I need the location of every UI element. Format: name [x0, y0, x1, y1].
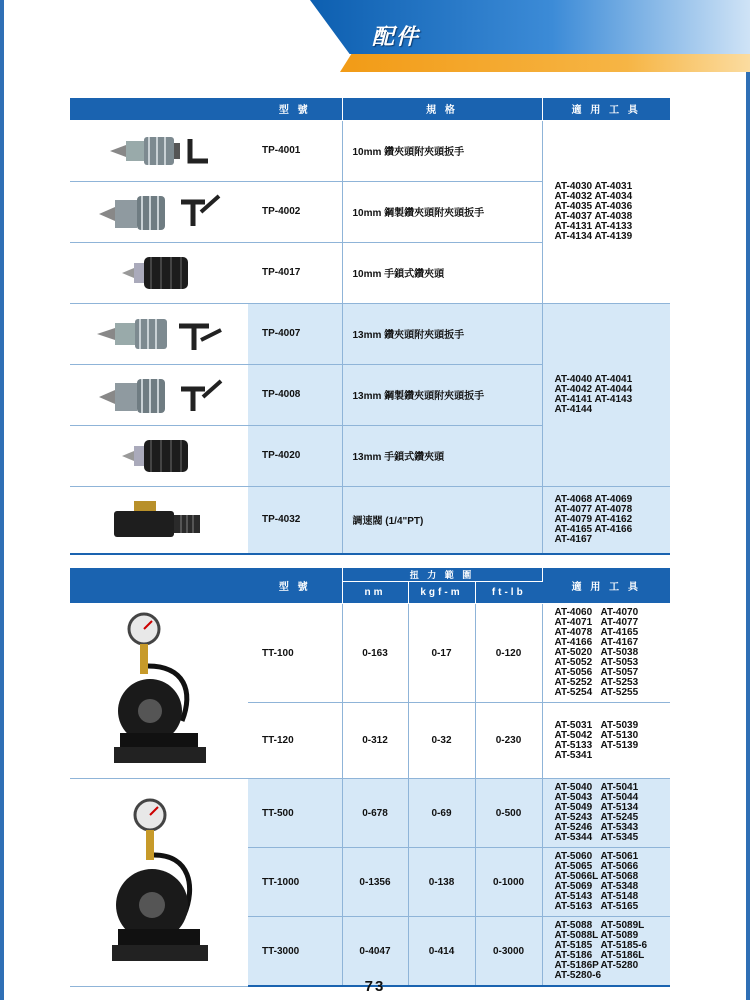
header-model: 型 號	[248, 568, 342, 604]
tool-line: AT-5243 AT-5245	[554, 812, 639, 823]
tool-line: AT-5252 AT-5253	[554, 677, 639, 688]
product-image	[70, 486, 248, 554]
spec-cell: 調速閥 (1/4"PT)	[342, 486, 542, 554]
product-image	[70, 604, 248, 779]
product-image	[70, 242, 248, 303]
table2-header-row	[70, 568, 670, 582]
product-image	[70, 364, 248, 425]
tool-line: AT-5056 AT-5057	[554, 667, 639, 678]
table-row	[70, 486, 670, 554]
tool-line: AT-4144	[554, 403, 593, 415]
model-cell: TP-4020	[248, 425, 342, 486]
model-cell: TP-4007	[248, 303, 342, 364]
tool-group-3	[542, 486, 670, 554]
table-row	[70, 120, 670, 181]
model-cell: TP-4002	[248, 181, 342, 242]
product-image	[70, 303, 248, 364]
ftlb-cell: 0-500	[475, 779, 542, 848]
tool-line: AT-4141 AT-4143	[554, 393, 633, 405]
model-cell: TT-1000	[248, 848, 342, 917]
steel-drill-chuck-with-t-key-icon	[89, 192, 229, 232]
spec-cell: 13mm 鑽夾頭附夾頭扳手	[342, 303, 542, 364]
ftlb-cell: 0-3000	[475, 917, 542, 987]
tool-line: AT-5143 AT-5148	[554, 891, 639, 902]
header-image-cell	[70, 98, 248, 120]
tool-line: AT-4030 AT-4031	[554, 180, 633, 192]
kgfm-cell: 0-138	[408, 848, 475, 917]
tool-line: AT-4068 AT-4069	[554, 493, 633, 505]
header-nm: nm	[342, 582, 408, 604]
torque-tester-table	[70, 568, 670, 987]
ftlb-cell: 0-1000	[475, 848, 542, 917]
tool-line: AT-5344 AT-5345	[554, 832, 639, 843]
model-cell: TT-3000	[248, 917, 342, 987]
tool-line: AT-4134 AT-4139	[554, 230, 633, 242]
tool-line: AT-4167	[554, 533, 593, 545]
product-image	[70, 779, 248, 987]
tool-line: AT-4037 AT-4038	[554, 210, 633, 222]
tool-line: AT-5186P AT-5280	[554, 960, 639, 971]
tool-line: AT-5069 AT-5348	[554, 881, 639, 892]
keyless-chuck-icon	[114, 253, 204, 293]
tool-line: AT-5185 AT-5185-6	[554, 940, 648, 951]
tool-group	[542, 703, 670, 779]
spec-cell: 13mm 鋼製鑽夾頭附夾頭扳手	[342, 364, 542, 425]
tool-line: AT-5043 AT-5044	[554, 792, 639, 803]
tool-line: AT-5088L AT-5089	[554, 930, 639, 941]
tool-line: AT-4131 AT-4133	[554, 220, 633, 232]
tool-line: AT-5133 AT-5139	[554, 739, 639, 751]
tool-line: AT-5246 AT-5343	[554, 822, 639, 833]
tool-line: AT-4079 AT-4162	[554, 513, 633, 525]
drill-chuck-with-l-key-icon	[104, 131, 214, 171]
tool-group	[542, 917, 670, 987]
tool-group	[542, 604, 670, 703]
header-torque-range: 扭 力 範 圍	[342, 568, 542, 582]
tool-line: AT-4040 AT-4041	[554, 373, 633, 385]
tool-line: AT-5040 AT-5041	[554, 782, 639, 793]
page-title: 配件	[372, 25, 421, 50]
tool-line: AT-5020 AT-5038	[554, 647, 639, 658]
tool-line: AT-5088 AT-5089L	[554, 920, 645, 931]
tool-group-1	[542, 120, 670, 303]
tool-line: AT-4077 AT-4078	[554, 503, 633, 515]
page-frame-left	[0, 0, 4, 1000]
header-banner	[300, 0, 750, 72]
tool-line: AT-5031 AT-5039	[554, 719, 639, 731]
tool-line: AT-4035 AT-4036	[554, 200, 633, 212]
tool-line: AT-5066L AT-5068	[554, 871, 639, 882]
spec-cell: 10mm 鑽夾頭附夾頭扳手	[342, 120, 542, 181]
table1-header-row	[70, 98, 670, 120]
ftlb-cell: 0-230	[475, 703, 542, 779]
tool-line: AT-5163 AT-5165	[554, 901, 639, 912]
tool-line: AT-5280-6	[554, 970, 602, 981]
header-kgfm: kgf-m	[408, 582, 475, 604]
header-tools: 適 用 工 具	[542, 568, 670, 604]
product-image	[70, 120, 248, 181]
tool-line: AT-5042 AT-5130	[554, 729, 639, 741]
speed-valve-icon	[104, 497, 214, 543]
tool-line: AT-4166 AT-4167	[554, 637, 639, 648]
header-tools: 適 用 工 具	[542, 98, 670, 120]
model-cell: TP-4001	[248, 120, 342, 181]
tool-line: AT-4078 AT-4165	[554, 627, 639, 638]
torque-tester-icon	[104, 797, 214, 967]
tool-line: AT-5186 AT-5186L	[554, 950, 645, 961]
tool-group	[542, 848, 670, 917]
nm-cell: 0-678	[342, 779, 408, 848]
table-row	[70, 604, 670, 703]
kgfm-cell: 0-69	[408, 779, 475, 848]
tool-line: AT-5065 AT-5066	[554, 861, 639, 872]
page-frame-right	[746, 72, 750, 1000]
header-image-cell	[70, 568, 248, 604]
ftlb-cell: 0-120	[475, 604, 542, 703]
model-cell: TT-500	[248, 779, 342, 848]
spec-cell: 10mm 手鎖式鑽夾頭	[342, 242, 542, 303]
nm-cell: 0-4047	[342, 917, 408, 987]
chuck-accessories-table	[70, 98, 670, 555]
tool-line: AT-4032 AT-4034	[554, 190, 633, 202]
table-row	[70, 779, 670, 848]
spec-cell: 10mm 鋼製鑽夾頭附夾頭扳手	[342, 181, 542, 242]
drill-chuck-with-t-key-icon	[89, 314, 229, 354]
spec-cell: 13mm 手鎖式鑽夾頭	[342, 425, 542, 486]
steel-drill-chuck-with-t-key-icon	[89, 375, 229, 415]
tool-line: AT-5060 AT-5061	[554, 851, 639, 862]
header-ftlb: ft-lb	[475, 582, 542, 604]
product-image	[70, 425, 248, 486]
model-cell: TT-120	[248, 703, 342, 779]
tool-line: AT-5254 AT-5255	[554, 687, 639, 698]
tool-line: AT-5341	[554, 749, 593, 761]
torque-tester-icon	[104, 611, 214, 771]
nm-cell: 0-1356	[342, 848, 408, 917]
header-model: 型 號	[248, 98, 342, 120]
tool-line: AT-4071 AT-4077	[554, 617, 639, 628]
tool-line: AT-4042 AT-4044	[554, 383, 633, 395]
header-spec: 規 格	[342, 98, 542, 120]
tool-line: AT-5052 AT-5053	[554, 657, 639, 668]
model-cell: TP-4017	[248, 242, 342, 303]
tool-group	[542, 779, 670, 848]
page-number: 73	[364, 978, 386, 995]
tool-line: AT-4060 AT-4070	[554, 607, 639, 618]
nm-cell: 0-312	[342, 703, 408, 779]
model-cell: TT-100	[248, 604, 342, 703]
product-image	[70, 181, 248, 242]
tool-line: AT-4165 AT-4166	[554, 523, 633, 535]
model-cell: TP-4032	[248, 486, 342, 554]
tool-group-2	[542, 303, 670, 486]
nm-cell: 0-163	[342, 604, 408, 703]
tool-line: AT-5049 AT-5134	[554, 802, 639, 813]
kgfm-cell: 0-17	[408, 604, 475, 703]
model-cell: TP-4008	[248, 364, 342, 425]
keyless-chuck-icon	[114, 436, 204, 476]
kgfm-cell: 0-414	[408, 917, 475, 987]
kgfm-cell: 0-32	[408, 703, 475, 779]
table-row	[70, 303, 670, 364]
